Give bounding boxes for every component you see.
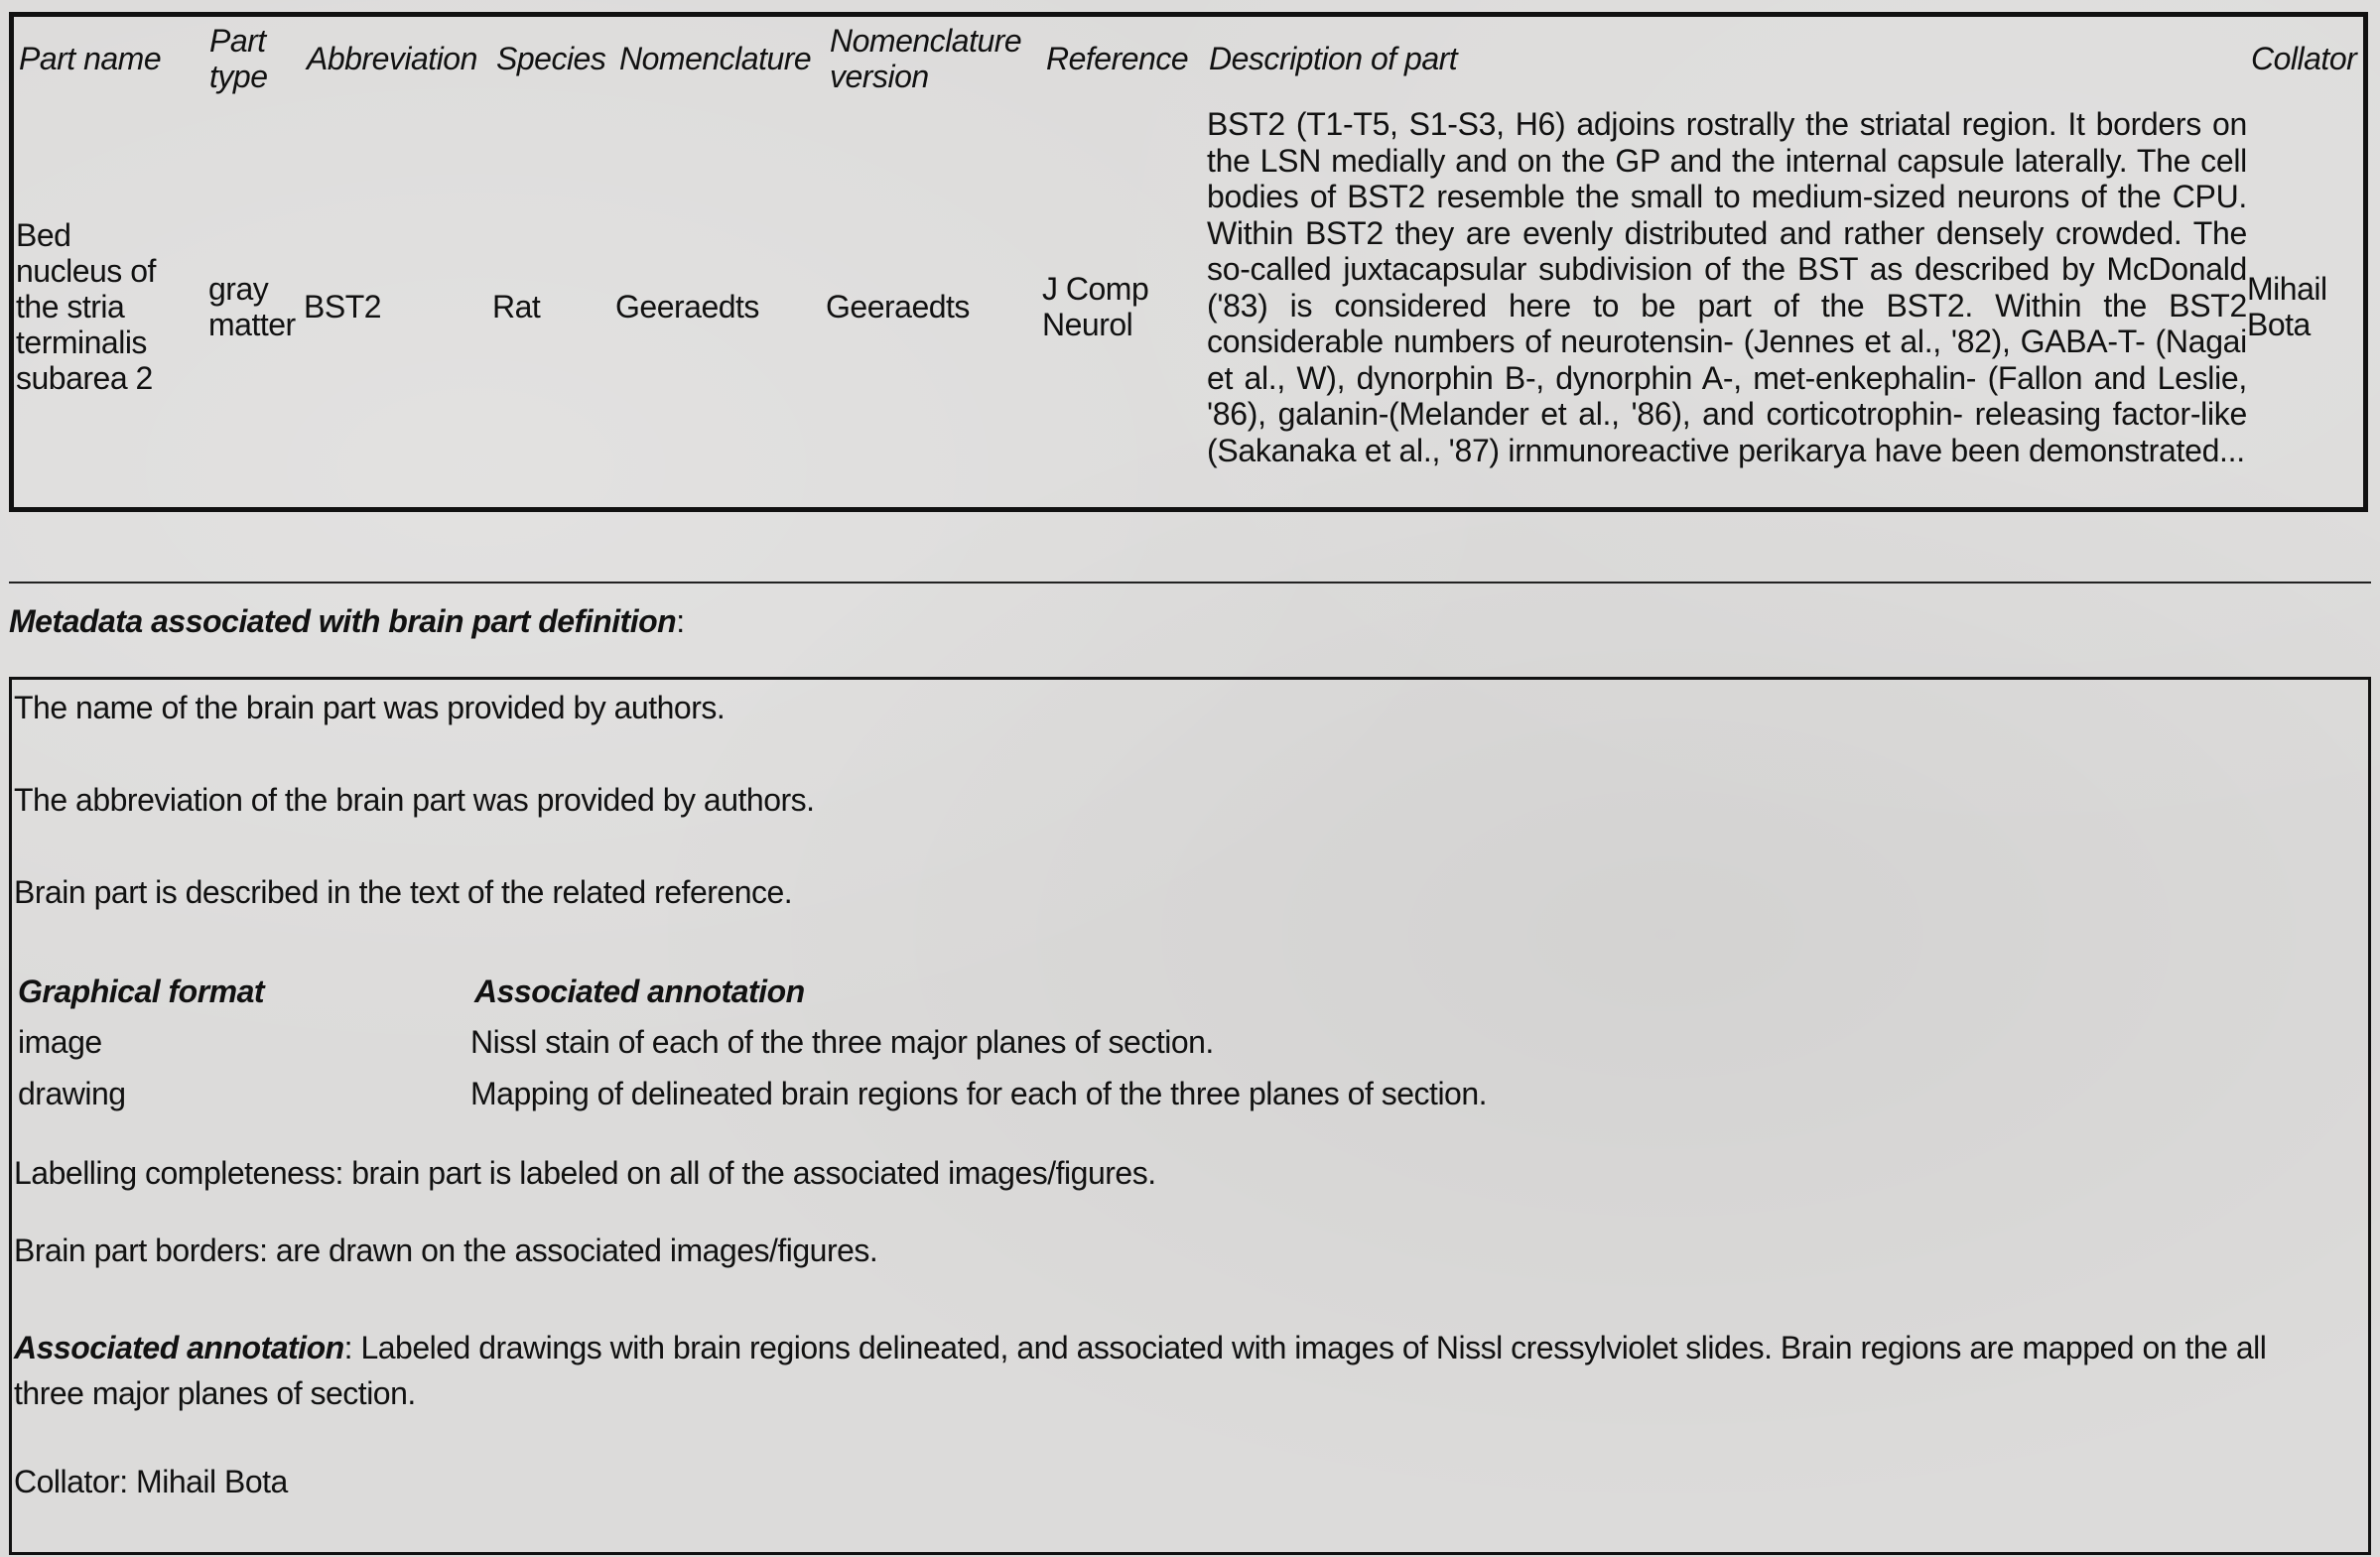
cell-collator — [2247, 271, 2327, 342]
metadata-collator-line: Collator: Mihail Bota — [14, 1464, 288, 1499]
header-part-type-line2: type — [209, 59, 268, 94]
associated-annotation-text: : Labeled drawings with brain regions delineated, and associated with images of Nissl cressylviolet slides. Brain regions are mapped on the all three major planes of section. — [14, 1330, 2267, 1411]
header-nomenclature-version-line1: Nomenclature — [830, 23, 1022, 59]
graphical-format-cell: drawing — [18, 1076, 126, 1111]
cell-part-name — [16, 217, 156, 396]
metadata-box — [9, 677, 2371, 1555]
header-part-type-line1: Part — [209, 23, 266, 59]
graphical-format-cell: image — [18, 1024, 102, 1060]
cell-part-name-line: subarea 2 — [16, 360, 153, 396]
header-description: Description of part — [1209, 41, 1458, 76]
metadata-heading-text: Metadata associated with brain part definition — [9, 603, 677, 639]
header-nomenclature-version-line2: version — [830, 59, 929, 94]
metadata-heading-colon: : — [676, 603, 685, 639]
cell-reference-line: Neurol — [1042, 307, 1133, 342]
header-reference: Reference — [1046, 41, 1189, 76]
metadata-labelling-line: Labelling completeness: brain part is labeled on all of the associated images/figures. — [14, 1155, 1156, 1191]
associated-annotation-cell: Mapping of delineated brain regions for each of the three planes of section. — [470, 1076, 1488, 1111]
header-part-type — [209, 23, 267, 94]
cell-part-type-line: matter — [208, 307, 296, 342]
metadata-abbreviation-line: The abbreviation of the brain part was provided by authors. — [14, 782, 815, 818]
cell-collator-line: Bota — [2247, 307, 2311, 342]
header-collator: Collator — [2251, 41, 2357, 76]
header-abbreviation: Abbreviation — [307, 41, 477, 76]
metadata-heading — [9, 603, 685, 639]
associated-annotation-header: Associated annotation — [474, 973, 805, 1009]
cell-collator-line: Mihail — [2247, 271, 2327, 307]
header-species: Species — [496, 41, 606, 76]
part-table-inner — [14, 17, 2363, 507]
section-divider — [9, 582, 2371, 584]
associated-annotation-cell: Nissl stain of each of the three major planes of section. — [470, 1024, 1214, 1060]
cell-nomenclature-version: Geeraedts — [826, 289, 970, 324]
cell-part-name-line: Bed — [16, 217, 71, 253]
cell-part-name-line: nucleus of — [16, 253, 156, 289]
cell-species: Rat — [492, 289, 541, 324]
cell-part-type-line: gray — [208, 271, 269, 307]
cell-part-type — [208, 271, 296, 342]
cell-nomenclature: Geeraedts — [615, 289, 759, 324]
cell-reference — [1042, 271, 1148, 342]
cell-description: BST2 (T1-T5, S1-S3, H6) adjoins rostrally the striatal region. It borders on the LSN medially and on the GP and the internal capsule laterally. The cell bodies of BST2 resemble the small to medium-sized neurons of the CPU. Within BST2 they are evenly distributed and rather densely crowded. The so-called juxtacapsular subdivision of the BST as described by McDonald ('83) is considered here to be part of the BST2. Within the BST2 considerable numbers of neurotensin- (Jennes et al., '82), GABA-T- (Nagai et al., W), dynorphin B-, dynorphin A-, met-enkephalin- (Fallon and Leslie, '86), galanin-(Melander et al., '86), and corticotrophin- releasing factor-like (Sakanaka et al., '87) irnmunoreactive perikarya have been demonstrated... — [1207, 106, 2247, 468]
associated-annotation-paragraph — [14, 1325, 2336, 1416]
header-nomenclature-version — [830, 23, 1021, 94]
header-nomenclature: Nomenclature — [619, 41, 812, 76]
header-part-name: Part name — [19, 41, 162, 76]
cell-part-name-line: the stria — [16, 289, 125, 324]
cell-abbreviation: BST2 — [304, 289, 382, 324]
associated-annotation-label: Associated annotation — [14, 1330, 344, 1365]
graphical-format-header: Graphical format — [18, 973, 265, 1009]
cell-part-name-line: terminalis — [16, 324, 147, 360]
metadata-borders-line: Brain part borders: are drawn on the associated images/figures. — [14, 1233, 878, 1268]
cell-reference-line: J Comp — [1042, 271, 1149, 307]
metadata-described-line: Brain part is described in the text of the related reference. — [14, 874, 793, 910]
part-table — [9, 12, 2368, 512]
metadata-name-line: The name of the brain part was provided by authors. — [14, 690, 726, 725]
